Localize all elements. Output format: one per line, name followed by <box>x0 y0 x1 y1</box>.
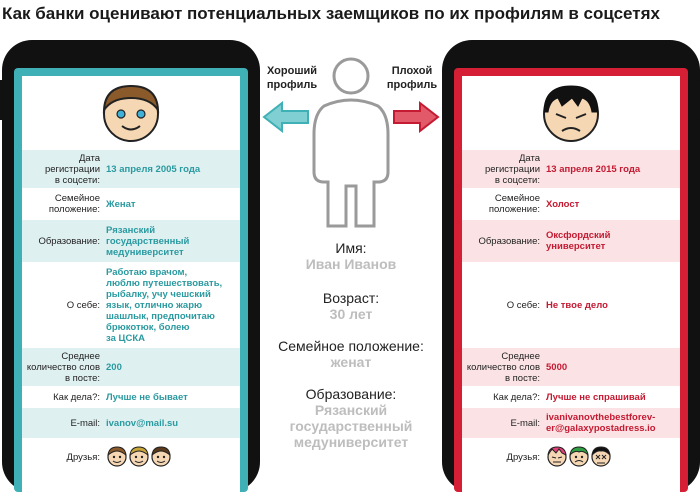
good-about-value: язык, отлично жарю <box>106 299 203 311</box>
good-email-value[interactable]: ivanov@mail.su <box>106 417 179 429</box>
center-age-label: Возраст: <box>322 290 380 306</box>
good-reg-label: в соцсети: <box>54 174 100 186</box>
good-edu-label: Образование: <box>38 235 100 247</box>
good-friends-list <box>106 445 240 469</box>
center-edu-value: государственный <box>289 418 413 434</box>
bad-reg-label: Дата <box>518 152 540 164</box>
good-edu-row <box>22 220 240 262</box>
good-about-label: О себе: <box>66 299 100 311</box>
bad-email-row <box>462 408 680 438</box>
good-about-value: брюкотюк, болею <box>106 321 190 333</box>
bad-family-row <box>462 188 680 220</box>
center-edu-value: медуниверситет <box>293 434 409 450</box>
good-profile-screen <box>14 68 248 492</box>
angry-face-icon <box>462 76 680 150</box>
good-edu-value: Рязанский <box>106 224 156 236</box>
center-edu-block <box>266 386 436 450</box>
bad-words-value: 5000 <box>546 361 568 373</box>
bad-edu-value: Оксфордский <box>546 230 611 241</box>
bad-reg-value: 13 апреля 2015 года <box>546 163 641 175</box>
bad-words-row <box>462 348 680 386</box>
bad-reg-label: регистрации <box>484 163 540 175</box>
good-about-value: за ЦСКА <box>106 332 145 344</box>
center-name-value: Иван Иванов <box>305 256 397 272</box>
good-family-label: Семейное <box>54 193 100 204</box>
arrow-right-icon <box>392 100 440 134</box>
bad-profile-card <box>462 76 680 492</box>
bad-friends-row <box>462 438 680 476</box>
center-family-label: Семейное положение: <box>278 338 424 354</box>
happy-face-icon <box>22 76 240 150</box>
good-about-value: Работаю врачом, <box>106 266 188 278</box>
good-how-value: Лучше не бывает <box>106 391 188 403</box>
center-name-block <box>266 240 436 272</box>
bad-caption-line: профиль <box>386 79 438 91</box>
good-how-row <box>22 386 240 408</box>
friends-happy-faces-icon[interactable] <box>106 445 172 469</box>
bad-words-label: Среднее <box>501 350 540 362</box>
page-title: Как банки оценивают потенциальных заемщиков по их профилям в соцсетях <box>2 4 660 23</box>
good-friends-row <box>22 438 240 476</box>
good-profile-rows <box>22 150 240 476</box>
center-name-label: Имя: <box>335 240 367 256</box>
good-words-label: количество слов <box>26 361 100 373</box>
bad-edu-label: Образование: <box>478 235 540 247</box>
good-family-label: положение: <box>48 204 100 215</box>
good-about-value: люблю путешествовать, <box>106 277 223 289</box>
bad-email-value[interactable] <box>546 412 680 434</box>
bad-friends-label: Друзья: <box>506 451 540 463</box>
good-caption-line: Хороший <box>266 65 318 77</box>
good-avatar <box>22 76 240 150</box>
bad-friends-list <box>546 445 680 469</box>
center-family-block <box>266 338 436 370</box>
bad-profile-phone <box>442 40 700 492</box>
good-family-value: Женат <box>106 198 136 210</box>
good-family-row <box>22 188 240 220</box>
good-about-row <box>22 262 240 348</box>
bad-how-row <box>462 386 680 408</box>
good-about-value: шашлык, предпочитаю <box>106 310 215 322</box>
person-silhouette-icon <box>306 54 396 234</box>
arrow-left-icon <box>262 100 310 134</box>
bad-profile-rows <box>462 150 680 476</box>
center-age-value: 30 лет <box>329 306 373 322</box>
good-friends-label: Друзья: <box>66 451 100 463</box>
center-age-block <box>266 290 436 322</box>
bad-family-value: Холост <box>546 198 580 210</box>
center-edu-label: Образование: <box>305 386 397 402</box>
bad-family-label: Семейное <box>494 193 540 204</box>
bad-email-label: E-mail: <box>510 417 540 429</box>
good-email-label: E-mail: <box>70 417 100 429</box>
good-about-value: рыбалку, учу чешский <box>106 288 211 300</box>
bad-email-value-line: ivanivanovthebestforev- <box>546 412 656 423</box>
good-how-label: Как дела?: <box>53 391 100 403</box>
good-profile-card <box>22 76 240 492</box>
bad-reg-label: в соцсети: <box>494 174 540 186</box>
bad-about-label: О себе: <box>506 299 540 311</box>
good-words-value: 200 <box>106 361 122 373</box>
bad-about-row <box>462 262 680 348</box>
bad-edu-row <box>462 220 680 262</box>
good-reg-row <box>22 150 240 188</box>
bad-caption-line: Плохой <box>391 65 433 77</box>
center-edu-value: Рязанский <box>314 402 388 418</box>
bad-words-label: количество слов <box>466 361 540 373</box>
bad-reg-row <box>462 150 680 188</box>
bad-about-value: Не твое дело <box>546 299 608 311</box>
bad-how-value: Лучше не спрашивай <box>546 391 646 403</box>
bad-edu-value: университет <box>546 241 606 252</box>
good-edu-value: медуниверситет <box>106 246 184 258</box>
good-profile-phone <box>2 40 260 492</box>
bad-email-value-line: er@galaxypostadress.io <box>546 423 656 434</box>
good-reg-label: Дата <box>78 152 100 164</box>
bad-how-label: Как дела?: <box>493 391 540 403</box>
good-reg-value: 13 апреля 2005 года <box>106 163 201 175</box>
good-words-label: в посте: <box>64 372 100 384</box>
good-email-row <box>22 408 240 438</box>
good-words-row <box>22 348 240 386</box>
bad-words-label: в посте: <box>504 372 540 384</box>
bad-avatar <box>462 76 680 150</box>
bad-profile-screen <box>454 68 688 492</box>
friends-odd-faces-icon[interactable] <box>546 445 612 469</box>
good-reg-label: регистрации <box>44 163 100 175</box>
good-words-label: Среднее <box>61 350 100 362</box>
center-family-value: женат <box>330 354 372 370</box>
good-caption-line: профиль <box>266 79 318 91</box>
good-edu-value: государственный <box>106 235 190 247</box>
phone-side-button <box>0 80 4 120</box>
bad-family-label: положение: <box>488 204 540 215</box>
